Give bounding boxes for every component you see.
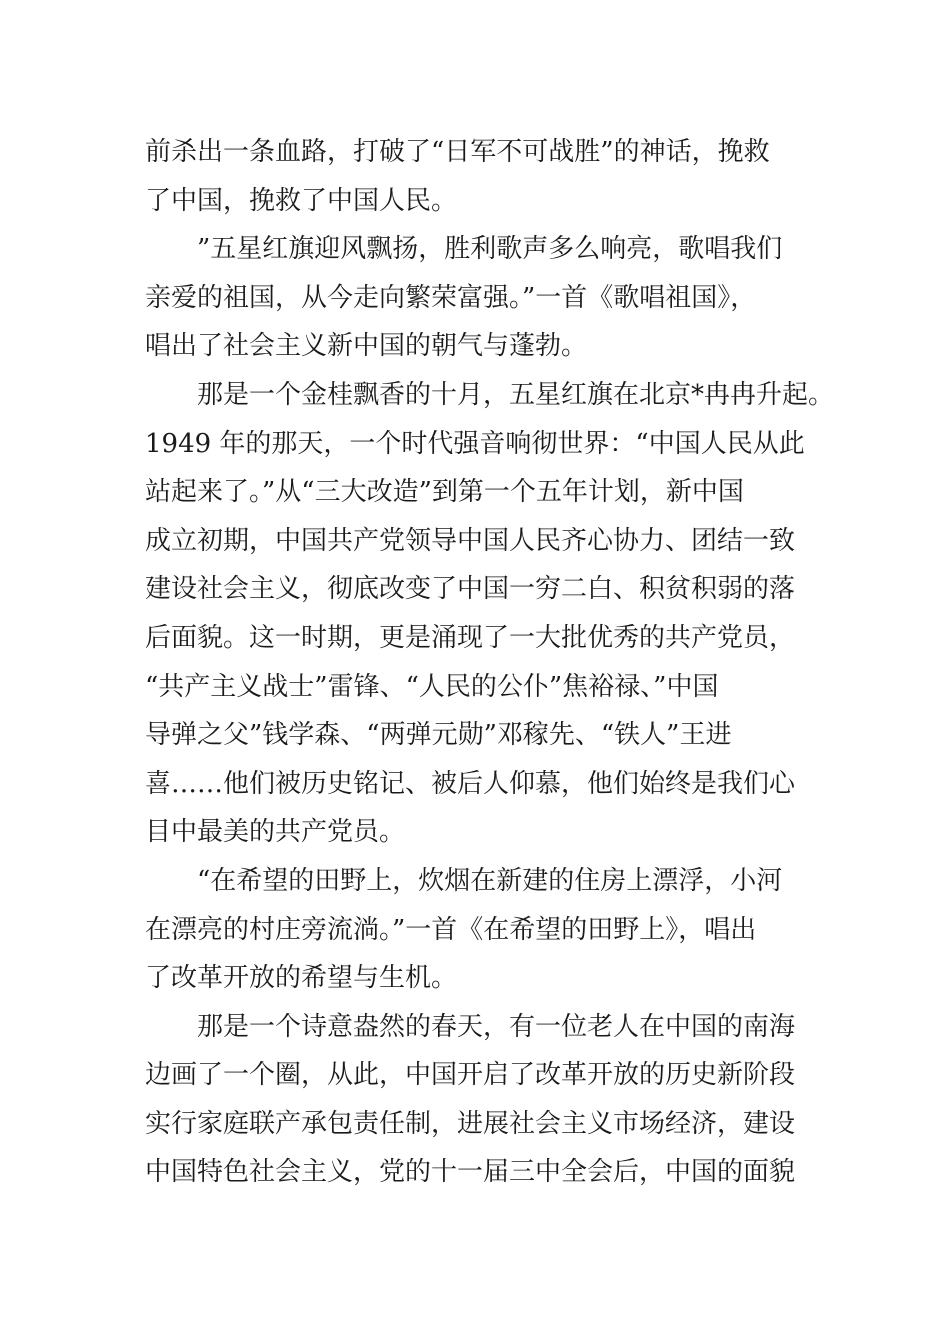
text-line-10: 建设社会主义，彻底改变了中国一穷二白、积贫积弱的落 xyxy=(145,574,796,605)
text-line-8: 站起来了。”从“三大改造”到第一个五年计划，新中国 xyxy=(145,477,744,508)
text-line-11: 后面貌。这一时期，更是涌现了一大批优秀的共产党员， xyxy=(145,622,796,653)
text-line-5: 唱出了社会主义新中国的朝气与蓬勃。 xyxy=(145,331,588,362)
text-line-9: 成立初期，中国共产党领导中国人民齐心协力、团结一致 xyxy=(145,525,796,556)
text-line-15: 目中最美的共产党员。 xyxy=(145,817,406,848)
text-line-7: 1949 年的那天，一个时代强音响彻世界：“中国人民从此 xyxy=(145,428,805,459)
text-line-16: “在希望的田野上，炊烟在新建的住房上漂浮，小河 xyxy=(197,865,783,896)
text-line-18: 了改革开放的希望与生机。 xyxy=(145,963,458,994)
text-line-4: 亲爱的祖国，从今走向繁荣富强。”一首《歌唱祖国》， xyxy=(145,282,757,313)
text-line-22: 中国特色社会主义，党的十一届三中全会后，中国的面貌 xyxy=(145,1157,796,1188)
text-line-14: 喜……他们被历史铭记、被后人仰慕，他们始终是我们心 xyxy=(145,768,796,799)
text-line-3: ”五星红旗迎风飘扬，胜利歌声多么响亮，歌唱我们 xyxy=(197,234,783,265)
body-text xyxy=(145,128,835,1197)
text-line-21: 实行家庭联产承包责任制，进展社会主义市场经济，建设 xyxy=(145,1108,796,1139)
text-line-2: 了中国，挽救了中国人民。 xyxy=(145,185,458,216)
text-line-13: 导弹之父”钱学森、“两弹元勋”邓稼先、“铁人”王进 xyxy=(145,720,732,751)
text-line-20: 边画了一个圈，从此，中国开启了改革开放的历史新阶段 xyxy=(145,1060,796,1091)
text-line-19: 那是一个诗意盎然的春天，有一位老人在中国的南海 xyxy=(197,1011,796,1042)
text-line-17: 在漂亮的村庄旁流淌。”一首《在希望的田野上》，唱出 xyxy=(145,914,757,945)
text-line-12: “共产主义战士”雷锋、“人民的公仆”焦裕禄、”中国 xyxy=(145,671,719,702)
text-line-6: 那是一个金桂飘香的十月，五星红旗在北京*冉冉升起。 xyxy=(197,379,835,410)
text-line-1: 前杀出一条血路，打破了“日军不可战胜”的神话，挽救 xyxy=(145,137,770,167)
